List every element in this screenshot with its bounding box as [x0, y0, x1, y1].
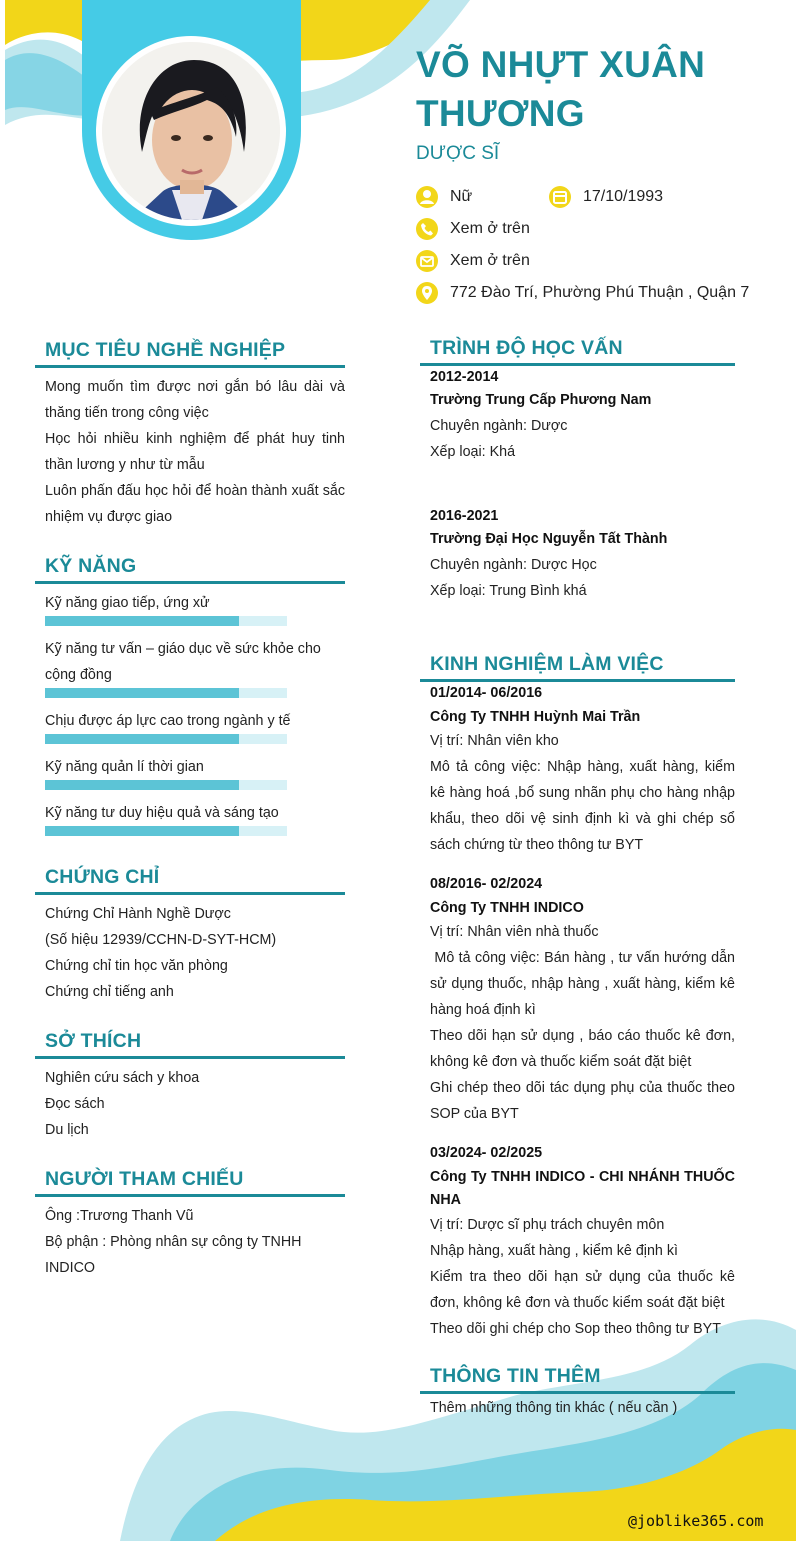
- extra-text: Thêm những thông tin khác ( nếu cần ): [430, 1400, 678, 1416]
- job-detail: Theo dõi hạn sử dụng , báo cáo thuốc kê đơn, không kê đơn và thuốc kiểm soát đặt biệt: [430, 1028, 735, 1070]
- skill-label: Kỹ năng tư vấn – giáo dục về sức khỏe cho cộng đồng: [45, 641, 321, 683]
- job-detail: Theo dõi ghi chép cho Sop theo thông tư BYT: [430, 1321, 721, 1337]
- certificate-item: (Số hiệu 12939/CCHN-D-SYT-HCM): [45, 932, 277, 948]
- skill-bar-fill: [45, 688, 239, 698]
- skill-bar: [45, 734, 287, 744]
- objective-list: [45, 374, 345, 530]
- education-title: TRÌNH ĐỘ HỌC VẤN: [430, 337, 623, 359]
- job-position: Vị trí: Dược sĩ phụ trách chuyên môn: [430, 1217, 665, 1233]
- reference-item: Ông :Trương Thanh Vũ: [45, 1208, 194, 1224]
- hobby-item: Du lịch: [45, 1122, 89, 1138]
- hobby-item: Đọc sách: [45, 1096, 105, 1112]
- job-item: [430, 872, 739, 1127]
- profile-photo: [102, 42, 280, 220]
- certificate-item: Chứng chỉ tiếng anh: [45, 984, 174, 1000]
- name-line-1: VÕ NHỰT XUÂN: [416, 44, 706, 85]
- job-period: 03/2024- 02/2025: [430, 1145, 543, 1161]
- email-value: Xem ở trên: [450, 252, 530, 269]
- job-title: DƯỢC SĨ: [416, 143, 500, 164]
- education-item: [430, 365, 735, 465]
- calendar-icon: [549, 186, 571, 208]
- job-position: Vị trí: Nhân viên kho: [430, 733, 559, 749]
- education-school: Trường Đại Học Nguyễn Tất Thành: [430, 531, 668, 547]
- skills-rule: [35, 581, 345, 584]
- skill-label: Kỹ năng tư duy hiệu quả và sáng tạo: [45, 805, 279, 821]
- job-detail: Nhập hàng, xuất hàng , kiểm kê định kì: [430, 1243, 678, 1259]
- job-item: [430, 681, 735, 858]
- job-company: Công Ty TNHH Huỳnh Mai Trần: [430, 709, 641, 725]
- skills-title: KỸ NĂNG: [45, 555, 137, 577]
- hobbies-title: SỞ THÍCH: [45, 1030, 142, 1052]
- mail-icon: [416, 250, 438, 272]
- references-rule: [35, 1194, 345, 1197]
- job-period: 08/2016- 02/2024: [430, 876, 543, 892]
- extra-rule: [420, 1391, 735, 1394]
- job-detail: Mô tả công việc: Nhập hàng, xuất hàng, kiểm kê hàng hoá ,bổ sung nhãn phụ cho hàng nhập khẩu, theo dõi vệ sinh định kì và ghi chép sổ sách chứng từ theo thông tư BYT: [430, 759, 735, 853]
- skill-label: Kỹ năng quản lí thời gian: [45, 759, 204, 775]
- certificates-list: [45, 901, 345, 1005]
- job-detail: Ghi chép theo dõi tác dụng phụ của thuốc theo SOP của BYT: [430, 1080, 735, 1122]
- skill-bar: [45, 688, 287, 698]
- extra-title: THÔNG TIN THÊM: [430, 1365, 601, 1387]
- education-grade: Xếp loại: Khá: [430, 444, 516, 460]
- education-major: Chuyên ngành: Dược Học: [430, 557, 597, 573]
- user-icon: [416, 186, 438, 208]
- skill-bar: [45, 826, 287, 836]
- address-value: 772 Đào Trí, Phường Phú Thuận , Quận 7: [450, 284, 750, 301]
- job-period: 01/2014- 06/2016: [430, 685, 543, 701]
- hobbies-list: [45, 1065, 345, 1143]
- job-company: Công Ty TNHH INDICO: [430, 900, 584, 916]
- reference-item: Bộ phận : Phòng nhân sự công ty TNHH INDICO: [45, 1234, 302, 1276]
- hobbies-rule: [35, 1056, 345, 1059]
- education-grade: Xếp loại: Trung Bình khá: [430, 583, 587, 599]
- birthday-value: 17/10/1993: [583, 188, 664, 205]
- gender-value: Nữ: [450, 188, 473, 205]
- job-detail: Kiểm tra theo dõi hạn sử dụng của thuốc kê đơn, không kê đơn và thuốc kiểm soát đặt biệt: [430, 1269, 735, 1311]
- objective-line: Học hỏi nhiều kinh nghiệm để phát huy tinh thần lương y như từ mẫu: [45, 431, 345, 473]
- job-item: [430, 1141, 735, 1342]
- skill-bar-fill: [45, 780, 239, 790]
- watermark: @joblike365.com: [628, 1512, 764, 1530]
- objective-line: Mong muốn tìm được nơi gắn bó lâu dài và thăng tiến trong công việc: [45, 379, 345, 421]
- skill-bar-fill: [45, 826, 239, 836]
- phone-value: Xem ở trên: [450, 220, 530, 237]
- location-icon: [416, 282, 438, 304]
- skill-bar: [45, 780, 287, 790]
- job-company: Công Ty TNHH INDICO - CHI NHÁNH THUỐC NHA: [430, 1169, 735, 1208]
- hobby-item: Nghiên cứu sách y khoa: [45, 1070, 200, 1086]
- objective-rule: [35, 365, 345, 368]
- skill-bar-fill: [45, 734, 239, 744]
- education-period: 2016-2021: [430, 508, 499, 524]
- candidate-name: [416, 40, 756, 138]
- certificates-rule: [35, 892, 345, 895]
- certificate-item: Chứng Chỉ Hành Nghề Dược: [45, 906, 231, 922]
- name-line-2: THƯƠNG: [416, 93, 585, 134]
- certificates-title: CHỨNG CHỈ: [45, 866, 160, 888]
- skill-label: Kỹ năng giao tiếp, ứng xử: [45, 595, 210, 611]
- skill-bar-fill: [45, 616, 239, 626]
- education-major: Chuyên ngành: Dược: [430, 418, 568, 434]
- phone-icon: [416, 218, 438, 240]
- objective-line: Luôn phấn đấu học hỏi để hoàn thành xuất sắc nhiệm vụ được giao: [45, 483, 345, 525]
- experience-title: KINH NGHIỆM LÀM VIỆC: [430, 653, 664, 675]
- skill-bar: [45, 616, 287, 626]
- education-school: Trường Trung Cấp Phương Nam: [430, 392, 652, 408]
- references-title: NGƯỜI THAM CHIẾU: [45, 1168, 244, 1190]
- job-position: Vị trí: Nhân viên nhà thuốc: [430, 924, 599, 940]
- education-period: 2012-2014: [430, 369, 499, 385]
- references-list: [45, 1203, 355, 1281]
- certificate-item: Chứng chỉ tin học văn phòng: [45, 958, 228, 974]
- skill-label: Chịu được áp lực cao trong ngành y tế: [45, 713, 291, 729]
- job-detail: Mô tả công việc: Bán hàng , tư vấn hướng dẫn sử dụng thuốc, nhập hàng , xuất hàng, kiểm kê hàng hoá định kì: [430, 950, 739, 1018]
- education-item: [430, 504, 735, 604]
- objective-title: MỤC TIÊU NGHỀ NGHIỆP: [45, 339, 286, 361]
